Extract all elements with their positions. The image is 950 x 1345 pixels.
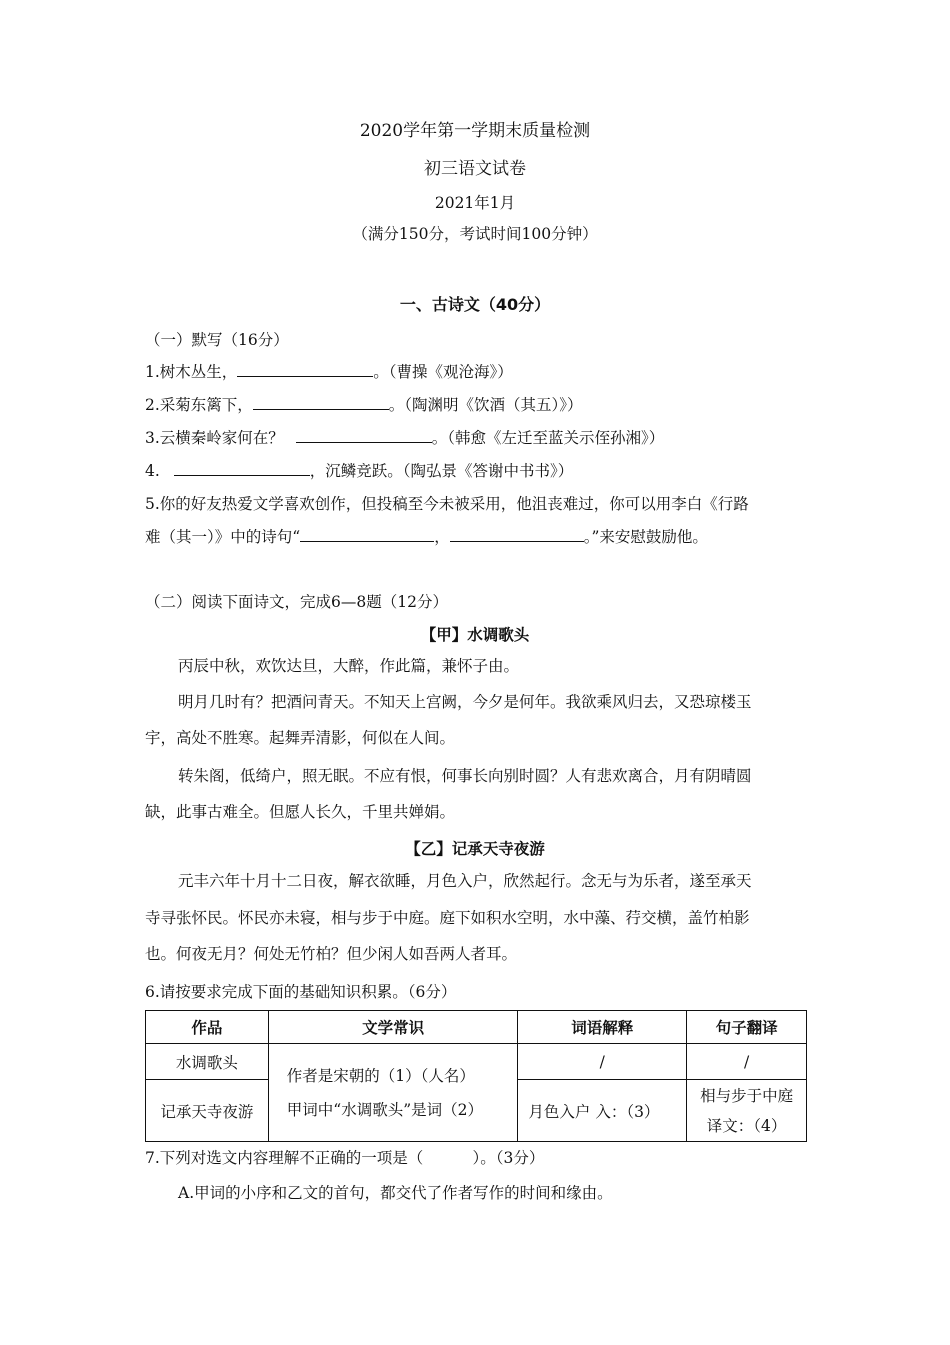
part2-label: （二）阅读下面诗文，完成6—8题（12分） [145,593,448,611]
poem-b-title: 【乙】记承天寺夜游 [405,840,545,858]
question-2 [145,393,583,415]
q1-after: 。（曹操《观沧海》） [373,363,513,381]
q4-before: 4. [145,462,160,480]
poem-b-line: 也。何夜无月？何处无竹柏？但少闲人如吾两人者耳。 [145,945,518,963]
q3-before: 3.云横秦岭家何在？ [145,429,284,447]
question-4 [145,459,573,481]
answer-blank[interactable] [237,361,373,377]
answer-blank[interactable] [174,460,310,476]
q4-after: ，沉鳞竞跃。（陶弘景《答谢中书书》） [309,462,574,480]
table-cell-slash: / [687,1044,807,1080]
answer-blank[interactable] [300,526,434,542]
poem-a-line: 缺，此事古难全。但愿人长久，千里共婵娟。 [145,803,456,821]
q5-before: 难（其一）》中的诗句“ [145,528,301,546]
question-7-option-a: A.甲词的小序和乙文的首句，都交代了作者写作的时间和缘由。 [178,1184,613,1202]
trans-line: 相与步于中庭 [700,1086,794,1105]
poem-a-title: 【甲】水调歌头 [420,626,530,644]
answer-blank[interactable] [450,526,584,542]
question-7: 7.下列对选文内容理解不正确的一项是（ ）。（3分） [145,1149,545,1167]
question-5-line2 [145,525,708,547]
poem-a-line: 丙辰中秋，欢饮达旦，大醉，作此篇，兼怀子由。 [178,657,520,675]
poem-a-line: 明月几时有？把酒问青天。不知天上宫阙，今夕是何年。我欲乘风归去，又恐琼楼玉 [178,693,752,711]
table-cell-work: 水调歌头 [146,1044,269,1080]
exam-subtitle: 初三语文试卷 [424,159,526,179]
table-header: 句子翻译 [687,1011,807,1044]
q1-before: 1.树木丛生， [145,363,238,381]
table-cell-translation [687,1080,807,1142]
exam-title: 2020学年第一学期末质量检测 [359,121,591,141]
question-1 [145,360,513,382]
trans-line: 译文：（4） [706,1116,787,1135]
question-6: 6.请按要求完成下面的基础知识积累。（6分） [145,983,457,1001]
lit-line: 甲词中“水调歌头”是词（2） [286,1100,483,1119]
q5-mid: ， [434,528,450,546]
question-5-line1: 5.你的好友热爱文学喜欢创作，但投稿至今未被采用，他沮丧难过，你可以用李白《行路 [145,495,749,513]
question-3 [145,426,664,448]
table-header: 词语解释 [518,1011,687,1044]
poem-a-line: 宇，高处不胜寒。起舞弄清影，何似在人间。 [145,729,456,747]
knowledge-table [145,1010,807,1142]
poem-b-line: 寺寻张怀民。怀民亦未寝，相与步于中庭。庭下如积水空明，水中藻、荇交横，盖竹柏影 [145,909,750,927]
section-heading: 一、古诗文（40分） [399,295,551,314]
poem-b-line: 元丰六年十月十二日夜，解衣欲睡，月色入户，欣然起行。念无与为乐者，遂至承天 [178,872,752,890]
q2-after: 。（陶渊明《饮酒（其五）》） [388,396,583,414]
poem-a-line: 转朱阁，低绮户，照无眠。不应有恨，何事长向别时圆？人有悲欢离合，月有阴晴圆 [178,767,752,785]
part1-label: （一）默写（16分） [145,331,289,349]
table-header: 文学常识 [268,1011,518,1044]
table-header: 作品 [146,1011,269,1044]
answer-blank[interactable] [296,427,432,443]
table-cell-literature [268,1044,518,1142]
table-cell-slash: / [518,1044,687,1080]
lit-line: 作者是宋朝的（1）（人名） [286,1066,475,1085]
q3-after: 。（韩愈《左迁至蓝关示侄孙湘》） [431,429,665,447]
table-cell-work: 记承天寺夜游 [146,1080,269,1142]
exam-date: 2021年1月 [434,194,516,212]
q2-before: 2.采菊东篱下， [145,396,253,414]
table-cell-word: 月色入户 入：（3） [518,1080,687,1142]
q5-after: 。”来安慰鼓励他。 [583,528,708,546]
answer-blank[interactable] [253,394,389,410]
exam-note: （满分150分，考试时间100分钟） [352,225,598,243]
